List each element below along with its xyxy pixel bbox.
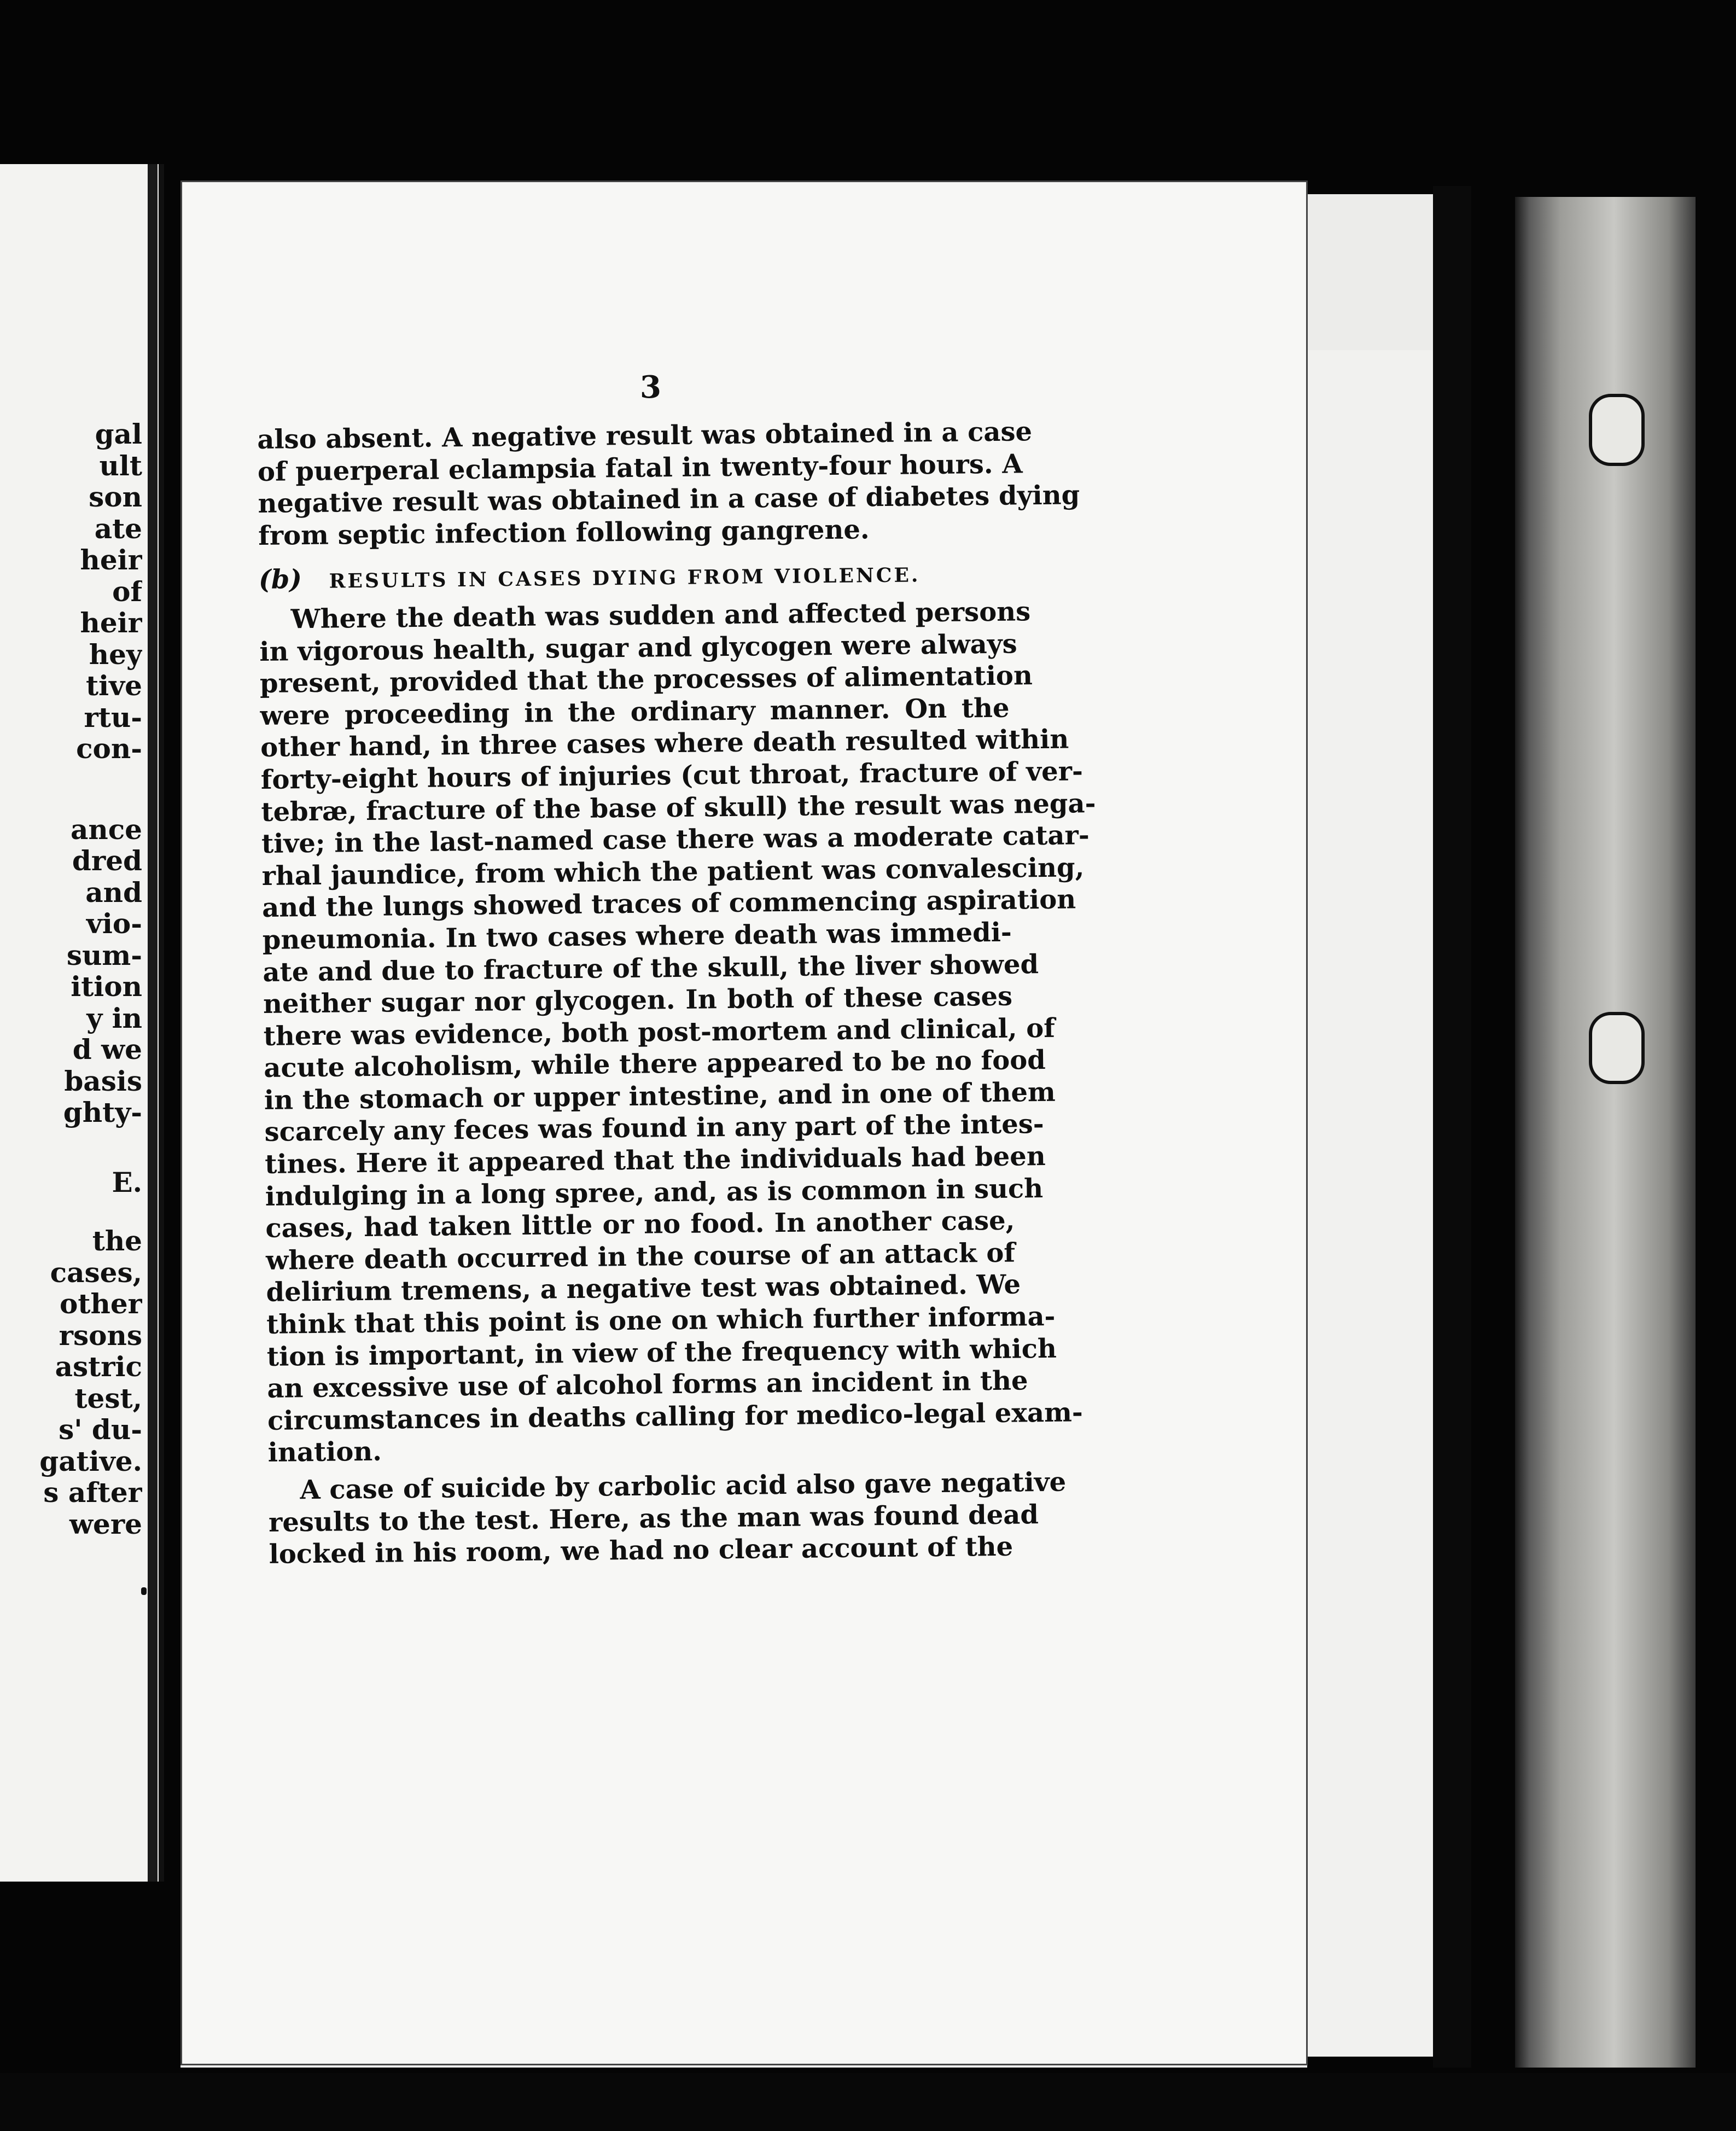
text-line: acute alcoholism, while there appeared to be no food (264, 1045, 1046, 1084)
left-text-fragment: other (60, 1288, 142, 1320)
book-edge (1515, 197, 1696, 2068)
left-text-fragment: gative. (39, 1445, 142, 1477)
text-line: Where the death was sudden and affected persons (290, 596, 1031, 635)
left-text-fragment: the (92, 1225, 142, 1257)
left-text-fragment: rsons (59, 1319, 142, 1352)
left-text-fragment: basis (64, 1064, 142, 1097)
text-line: in vigorous health, sugar and glycogen were always (259, 628, 1017, 667)
text-line: from septic infection following gangrene. (258, 514, 870, 551)
text-line: A case of suicide by carbolic acid also gave negative (300, 1466, 1067, 1506)
underlying-sheet (1291, 194, 1438, 375)
text-line: think that this point is one on which further informa- (266, 1301, 1056, 1340)
text-line: ate and due to fracture of the skull, the liver showed (263, 948, 1039, 988)
left-text-fragment: gal (95, 418, 142, 450)
left-text-fragment: were (69, 1507, 142, 1540)
text-line: of puerperal eclampsia fatal in twenty-four hours. A (257, 448, 1023, 487)
text-line: indulging in a long spree, and, as is common in such (265, 1173, 1044, 1212)
paragraph-violence (259, 596, 1096, 1469)
text-line: ination. (267, 1436, 382, 1469)
text-line: locked in his room, we had no clear account of the (269, 1531, 1013, 1570)
binding-clip (1589, 394, 1645, 466)
left-text-fragment: ate (94, 512, 142, 545)
text-line: in the stomach or upper intestine, and in one of them (264, 1076, 1056, 1116)
text-line: pneumonia. In two cases where death was immedi- (262, 917, 1012, 956)
book-spine (1433, 186, 1471, 2068)
left-text-fragment: sum- (66, 939, 142, 971)
text-line: circumstances in deaths calling for medico-legal exam- (267, 1397, 1083, 1436)
left-text-fragment: ition (71, 970, 142, 1003)
text-line: also absent. A negative result was obtained in a case (257, 416, 1033, 455)
left-text-fragment: hey (89, 638, 142, 671)
text-line: forty-eight hours of injuries (cut throat, fracture of ver- (260, 756, 1083, 795)
text-line: delirium tremens, a negative test was obtained. We (266, 1269, 1021, 1308)
text-line: tive; in the last-named case there was a moderate catar- (261, 820, 1090, 860)
text-line: were proceeding in the ordinary manner. On the (260, 692, 1010, 731)
left-text-fragment: vio- (86, 907, 142, 940)
left-text-fragment: dred (72, 845, 142, 877)
text-line: tebræ, fracture of the base of skull) the result was nega- (261, 788, 1096, 828)
left-text-fragment: astric (55, 1350, 142, 1383)
left-text-fragment: cases, (50, 1256, 142, 1289)
page-number: 3 (640, 369, 661, 405)
left-text-fragment: heir (80, 607, 142, 639)
body-text (257, 416, 1096, 1571)
left-text-fragment: test, (74, 1382, 142, 1414)
gutter-shadow (148, 164, 158, 1882)
left-text-fragment: ghty- (63, 1096, 142, 1128)
left-text-fragment: son (89, 481, 142, 513)
text-line: rhal jaundice, from which the patient was convalescing, (261, 852, 1085, 892)
left-text-fragment: y in (86, 1002, 142, 1034)
left-text-fragment: and (85, 876, 142, 909)
text-line: there was evidence, both post-mortem and clinical, of (263, 1012, 1056, 1052)
left-text-fragment: heir (80, 544, 142, 576)
text-line: present, provided that the processes of alimentation (259, 660, 1033, 700)
text-line: tines. Here it appeared that the individuals had been (264, 1141, 1046, 1180)
left-text-fragment: ance (70, 813, 142, 846)
left-page-text-fragments (0, 418, 142, 1540)
text-line: neither sugar nor glycogen. In both of these cases (263, 981, 1013, 1020)
left-text-fragment: s after (43, 1476, 142, 1509)
left-text-fragment: s' du- (59, 1413, 142, 1446)
section-heading (259, 556, 1009, 598)
underlying-sheet-edge (1302, 350, 1446, 2057)
left-text-fragment: ult (99, 449, 142, 482)
scan-border (0, 2073, 1736, 2131)
left-text-fragment: tive (86, 669, 142, 702)
left-text-fragment: con- (76, 732, 142, 765)
section-letter: (b) (258, 564, 302, 596)
text-line: cases, had taken little or no food. In another case, (265, 1205, 1015, 1244)
binding-clip (1589, 1012, 1645, 1084)
paragraph-continuation (257, 416, 1080, 552)
text-line: and the lungs showed traces of commencing aspiration (261, 884, 1076, 924)
left-text-fragment: E. (112, 1166, 142, 1198)
paragraph-suicide (268, 1466, 1067, 1571)
text-line: other hand, in three cases where death resulted within (260, 724, 1069, 764)
ink-dot (141, 1587, 147, 1595)
text-line: tion is important, in view of the frequency with which (266, 1333, 1057, 1372)
section-title: RESULTS IN CASES DYING FROM VIOLENCE. (329, 563, 921, 593)
left-text-fragment: rtu- (84, 701, 142, 733)
text-line: results to the test. Here, as the man was found dead (268, 1499, 1039, 1538)
text-line: negative result was obtained in a case of diabetes dying (258, 480, 1080, 520)
text-line: scarcely any feces was found in any part of the intes- (264, 1109, 1044, 1148)
text-line: an excessive use of alcohol forms an incident in the (267, 1365, 1028, 1405)
left-text-fragment: d we (72, 1033, 142, 1066)
left-text-fragment: of (112, 575, 142, 608)
text-line: where death occurred in the course of an attack of (265, 1237, 1016, 1276)
